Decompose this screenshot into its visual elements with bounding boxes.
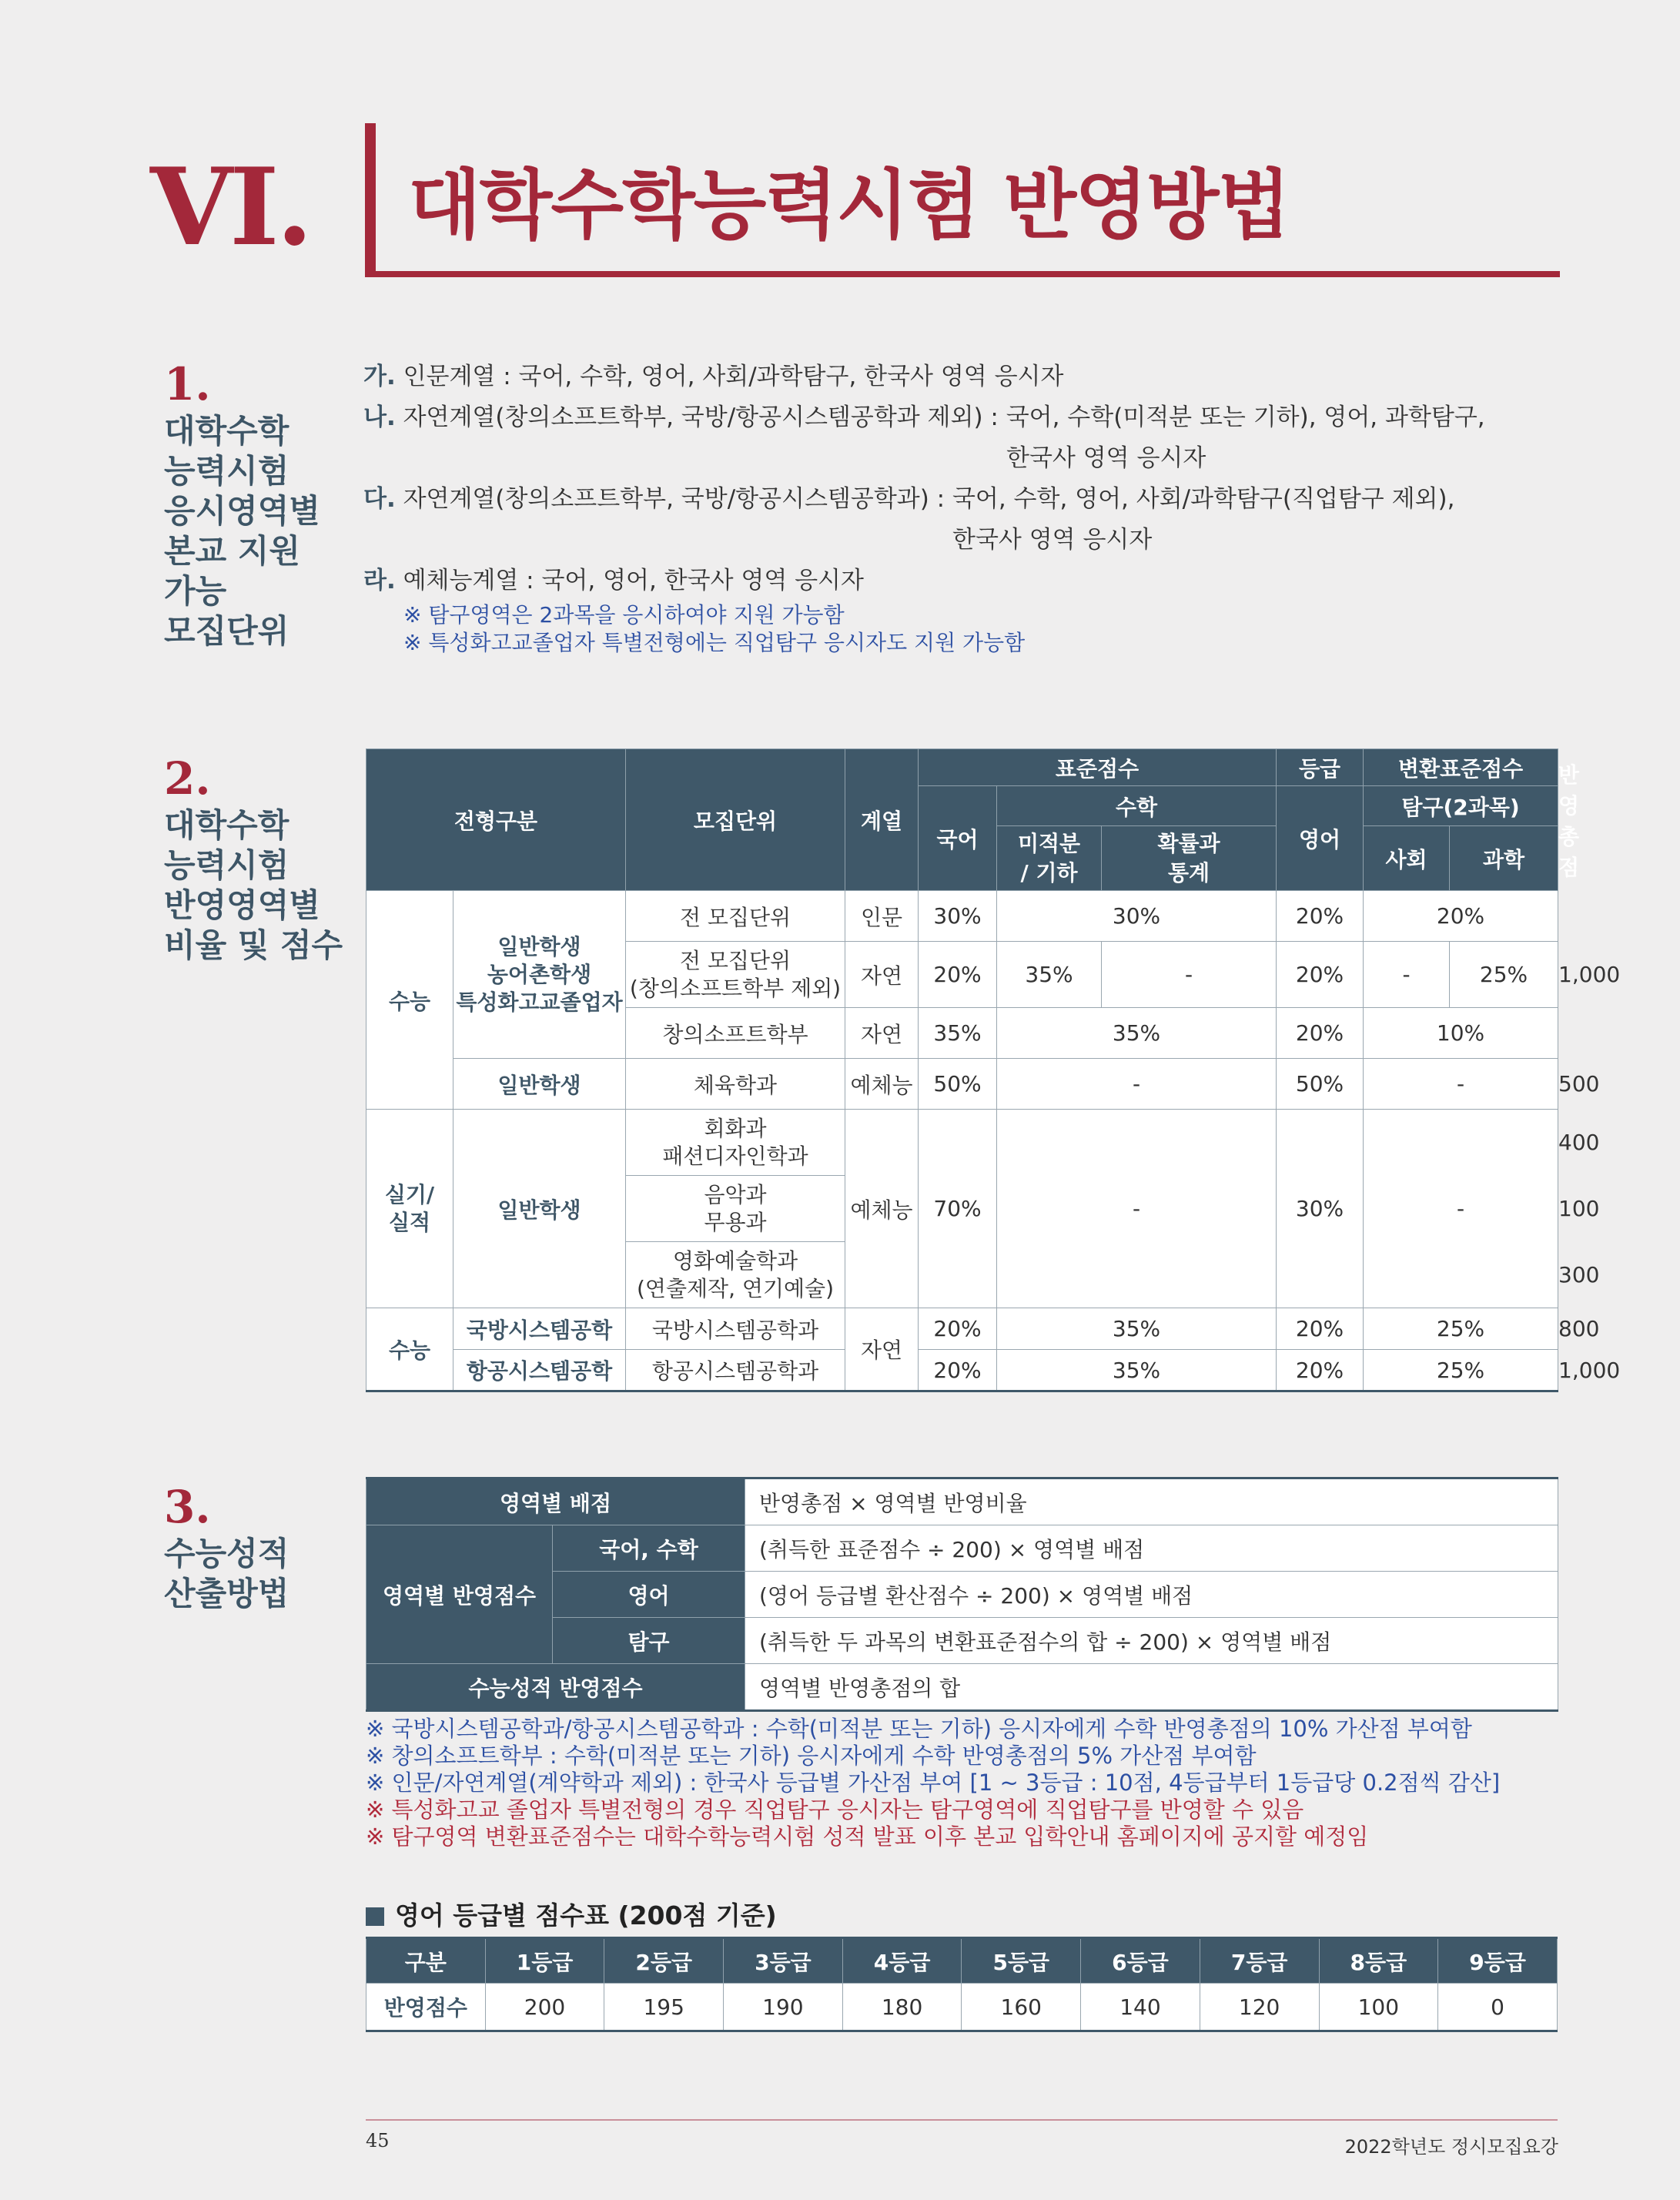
note: ※ 창의소프트학부 : 수학(미적분 또는 기하) 응시자에게 수학 반영총점의 5% 가산점 부여함 (366, 1743, 1257, 1769)
section-title-line: 능력시험 (164, 846, 289, 884)
score-cell: 190 (724, 1984, 843, 2031)
english-grade-table (366, 1937, 1558, 2032)
english-cell: 20% (1277, 1008, 1364, 1059)
section-title (164, 411, 320, 651)
header-unit: 모집단위 (626, 749, 845, 891)
math-cell: - (997, 1110, 1277, 1308)
item-text: 자연계열(창의소프트학부, 국방/항공시스템공학과 제외) : 국어, 수학(미적분 또는 기하), 영어, 과학탐구, (403, 404, 1485, 431)
section-title-line: 반영영역별 (164, 886, 320, 924)
type-practical: 실기/ 실적 (366, 1110, 453, 1308)
score-cell: 140 (1081, 1984, 1200, 2031)
korean-cell: 30% (919, 891, 997, 942)
row-label: 영어 (553, 1572, 745, 1618)
item-continuation: 한국사 영역 응시자 (1006, 444, 1206, 472)
section-title-line: 가능 (164, 572, 227, 610)
header-social: 사회 (1364, 826, 1450, 891)
section-title-line: 비율 및 점수 (164, 926, 343, 964)
type-cell: 항공시스템공학 (453, 1350, 626, 1391)
section-title-line: 대학수학 (164, 412, 289, 450)
item-marker: 다. (363, 485, 396, 513)
grade-header: 4등급 (842, 1938, 962, 1984)
track-cell: 자연 (845, 1008, 919, 1059)
header-korean: 국어 (919, 786, 997, 891)
note: ※ 특성화고교 졸업자 특별전형의 경우 직업탐구 응시자는 탐구영역에 직업탐구를 반영할 수 있음 (366, 1796, 1304, 1823)
header-probability: 확률과 통계 (1102, 826, 1277, 891)
formula-cell: 영역별 반영총점의 합 (745, 1664, 1558, 1711)
math-cell: 30% (997, 891, 1277, 942)
score-cell: 200 (485, 1984, 604, 2031)
unit-cell: 회화과 패션디자인학과 (626, 1110, 845, 1176)
item-text: 인문계열 : 국어, 수학, 영어, 사회/과학탐구, 한국사 영역 응시자 (403, 363, 1064, 390)
page-title: 대학수학능력시험 반영방법 (408, 162, 1290, 249)
title-bar-horizontal (365, 271, 1560, 277)
grade-header: 7등급 (1200, 1938, 1319, 1984)
section-title-line: 수능성적 (164, 1535, 289, 1572)
header-grade: 등급 (1277, 749, 1364, 786)
item-marker: 라. (363, 567, 396, 594)
english-cell: 20% (1277, 1308, 1364, 1350)
header-track: 계열 (845, 749, 919, 891)
grade-header: 5등급 (962, 1938, 1081, 1984)
korean-cell: 50% (919, 1059, 997, 1110)
note: ※ 탐구영역 변환표준점수는 대학수학능력시험 성적 발표 이후 본교 입학안내 홈페이지에 공지할 예정임 (366, 1823, 1369, 1850)
track-cell: 자연 (845, 942, 919, 1008)
item-continuation: 한국사 영역 응시자 (952, 526, 1153, 554)
formula-cell: (취득한 표준점수 ÷ 200) × 영역별 배점 (745, 1525, 1558, 1572)
grade-header: 3등급 (724, 1938, 843, 1984)
math-cell: 35% (997, 1350, 1277, 1391)
section-3-heading (164, 1481, 289, 1614)
note: ※ 탐구영역은 2과목을 응시하여야 지원 가능함 (403, 602, 845, 628)
score-cell: 120 (1200, 1984, 1319, 2031)
section-2-heading (164, 752, 343, 966)
section-title (164, 1534, 289, 1614)
score-ratio-table: 전형구분 모집단위 계열 표준점수 등급 변환표준점수 반영총점 국어 수학 영어 탐구(2과목) 미적분 / 기하 확률과 통계 사회 과학 수능 일반학생 농어촌학생 특성화고교졸업자 전 모집단위 인문 30% 30% 20% 20% 1,000 전 모집단위 (창의소프트학부 제외) 자연 20% 35% - 20% - 25% 창의소프트학부 자연 35% 35% 20% 10% 일반학생 체육학과 예체능 50% - 50% - 500 실기/ 실적 일반학생 회화과 패션디자인학과 예체능 70% - 30% - 400 음악과 무용과 100 영화예술학과 (연출제작, 연기예술) 300 수능 국방시스템공학 국방시스템공학과 자연 20% 35% 20% 25% 800 항공시스템공학 항공시스템공학과 20% 35% 20% 25% 1,000 (366, 748, 1558, 1392)
footer-divider (366, 2119, 1558, 2121)
score-cell: 195 (604, 1984, 724, 2031)
group-general: 일반학생 농어촌학생 특성화고교졸업자 (453, 891, 626, 1059)
inquiry-cell: 10% (1364, 1008, 1558, 1059)
header-converted-score: 변환표준점수 (1364, 749, 1558, 786)
header-type: 전형구분 (366, 749, 626, 891)
type-suneung: 수능 (366, 1308, 453, 1391)
row-label: 영역별 배점 (366, 1478, 745, 1525)
calculus-cell: 35% (997, 942, 1102, 1008)
english-cell: 30% (1277, 1110, 1364, 1308)
track-cell: 인문 (845, 891, 919, 942)
section-number: 2. (164, 752, 211, 805)
title-bar-vertical (365, 123, 376, 277)
section-title-line: 본교 지원 (164, 532, 300, 570)
header-science: 과학 (1450, 826, 1558, 891)
inquiry-cell: - (1364, 1110, 1558, 1308)
score-calculation-table (366, 1477, 1558, 1712)
grade-header: 9등급 (1438, 1938, 1558, 1984)
item-text: 예체능계열 : 국어, 영어, 한국사 영역 응시자 (403, 567, 864, 594)
calculation-notes (366, 1716, 1500, 1850)
probability-cell: - (1102, 942, 1277, 1008)
math-cell: 35% (997, 1308, 1277, 1350)
note: ※ 인문/자연계열(계약학과 제외) : 한국사 등급별 가산점 부여 [1 ~ 3등급 : 10점, 4등급부터 1등급당 0.2점씩 감산] (366, 1770, 1501, 1796)
english-table-title (366, 1896, 777, 1932)
grade-header: 8등급 (1319, 1938, 1438, 1984)
score-cell: 180 (842, 1984, 962, 2031)
header-math: 수학 (997, 786, 1277, 826)
math-cell: - (997, 1059, 1277, 1110)
item-marker: 가. (363, 363, 396, 390)
inquiry-cell: 25% (1364, 1308, 1558, 1350)
section-number: 3. (164, 1481, 211, 1533)
section-title-line: 대학수학 (164, 806, 289, 844)
row-label: 수능성적 반영점수 (366, 1664, 745, 1711)
korean-cell: 20% (919, 942, 997, 1008)
item-text: 자연계열(창의소프트학부, 국방/항공시스템공학과) : 국어, 수학, 영어, 사회/과학탐구(직업탐구 제외), (403, 485, 1455, 513)
note: ※ 특성화고교졸업자 특별전형에는 직업탐구 응시자도 지원 가능함 (403, 630, 1026, 655)
english-cell: 20% (1277, 891, 1364, 942)
section-title-line: 능력시험 (164, 452, 289, 490)
type-cell: 일반학생 (453, 1059, 626, 1110)
header-inquiry: 탐구(2과목) (1364, 786, 1558, 826)
english-table-title-text: 영어 등급별 점수표 (200점 기준) (395, 1900, 777, 1930)
header-standard-score: 표준점수 (919, 749, 1277, 786)
item-marker: 나. (363, 404, 396, 431)
korean-cell: 20% (919, 1308, 997, 1350)
section-title-line: 산출방법 (164, 1575, 289, 1612)
korean-cell: 20% (919, 1350, 997, 1391)
track-cell: 자연 (845, 1308, 919, 1391)
section-title (164, 805, 343, 966)
grade-header: 2등급 (604, 1938, 724, 1984)
social-cell: - (1364, 942, 1450, 1008)
score-cell: 0 (1438, 1984, 1558, 2031)
row-label: 국어, 수학 (553, 1525, 745, 1572)
track-cell: 예체능 (845, 1110, 919, 1308)
unit-cell: 항공시스템공학과 (626, 1350, 845, 1391)
english-cell: 50% (1277, 1059, 1364, 1110)
eligibility-list (363, 357, 1485, 657)
unit-cell: 음악과 무용과 (626, 1176, 845, 1242)
type-suneung: 수능 (366, 891, 453, 1110)
korean-cell: 70% (919, 1110, 997, 1308)
section-title-line: 모집단위 (164, 612, 289, 650)
grade-header: 6등급 (1081, 1938, 1200, 1984)
note: ※ 국방시스템공학과/항공시스템공학과 : 수학(미적분 또는 기하) 응시자에게 수학 반영총점의 10% 가산점 부여함 (366, 1716, 1472, 1742)
list-item (363, 397, 1485, 438)
inquiry-cell: - (1364, 1059, 1558, 1110)
page-number: 45 (366, 2130, 390, 2151)
group-general: 일반학생 (453, 1110, 626, 1308)
unit-cell: 국방시스템공학과 (626, 1308, 845, 1350)
unit-cell: 체육학과 (626, 1059, 845, 1110)
grade-header: 1등급 (485, 1938, 604, 1984)
formula-cell: (취득한 두 과목의 변환표준점수의 합 ÷ 200) × 영역별 배점 (745, 1618, 1558, 1664)
square-bullet-icon (366, 1907, 384, 1926)
type-cell: 국방시스템공학 (453, 1308, 626, 1350)
section-1-heading (164, 358, 320, 651)
unit-cell: 영화예술학과 (연출제작, 연기예술) (626, 1242, 845, 1308)
unit-cell: 창의소프트학부 (626, 1008, 845, 1059)
list-item (363, 561, 1485, 601)
row-label: 반영점수 (366, 1984, 486, 2031)
score-cell: 160 (962, 1984, 1081, 2031)
inquiry-cell: 20% (1364, 891, 1558, 942)
score-cell: 100 (1319, 1984, 1438, 2031)
row-group-label: 영역별 반영점수 (366, 1525, 553, 1664)
section-number: 1. (164, 358, 211, 410)
formula-cell: 반영총점 × 영역별 반영비율 (745, 1478, 1558, 1525)
inquiry-cell: 25% (1364, 1350, 1558, 1391)
science-cell: 25% (1450, 942, 1558, 1008)
header-english: 영어 (1277, 786, 1364, 891)
header-calculus: 미적분 / 기하 (997, 826, 1102, 891)
korean-cell: 35% (919, 1008, 997, 1059)
chapter-numeral: VI. (150, 144, 310, 270)
unit-cell: 전 모집단위 (626, 891, 845, 942)
grade-header: 구분 (366, 1938, 486, 1984)
document-title: 2022학년도 정시모집요강 (1344, 2136, 1558, 2158)
list-item (363, 357, 1485, 397)
formula-cell: (영어 등급별 환산점수 ÷ 200) × 영역별 배점 (745, 1572, 1558, 1618)
english-cell: 20% (1277, 942, 1364, 1008)
list-item (363, 479, 1485, 520)
section-title-line: 응시영역별 (164, 492, 320, 530)
unit-cell: 전 모집단위 (창의소프트학부 제외) (626, 942, 845, 1008)
english-cell: 20% (1277, 1350, 1364, 1391)
track-cell: 예체능 (845, 1059, 919, 1110)
row-label: 탐구 (553, 1618, 745, 1664)
math-cell: 35% (997, 1008, 1277, 1059)
